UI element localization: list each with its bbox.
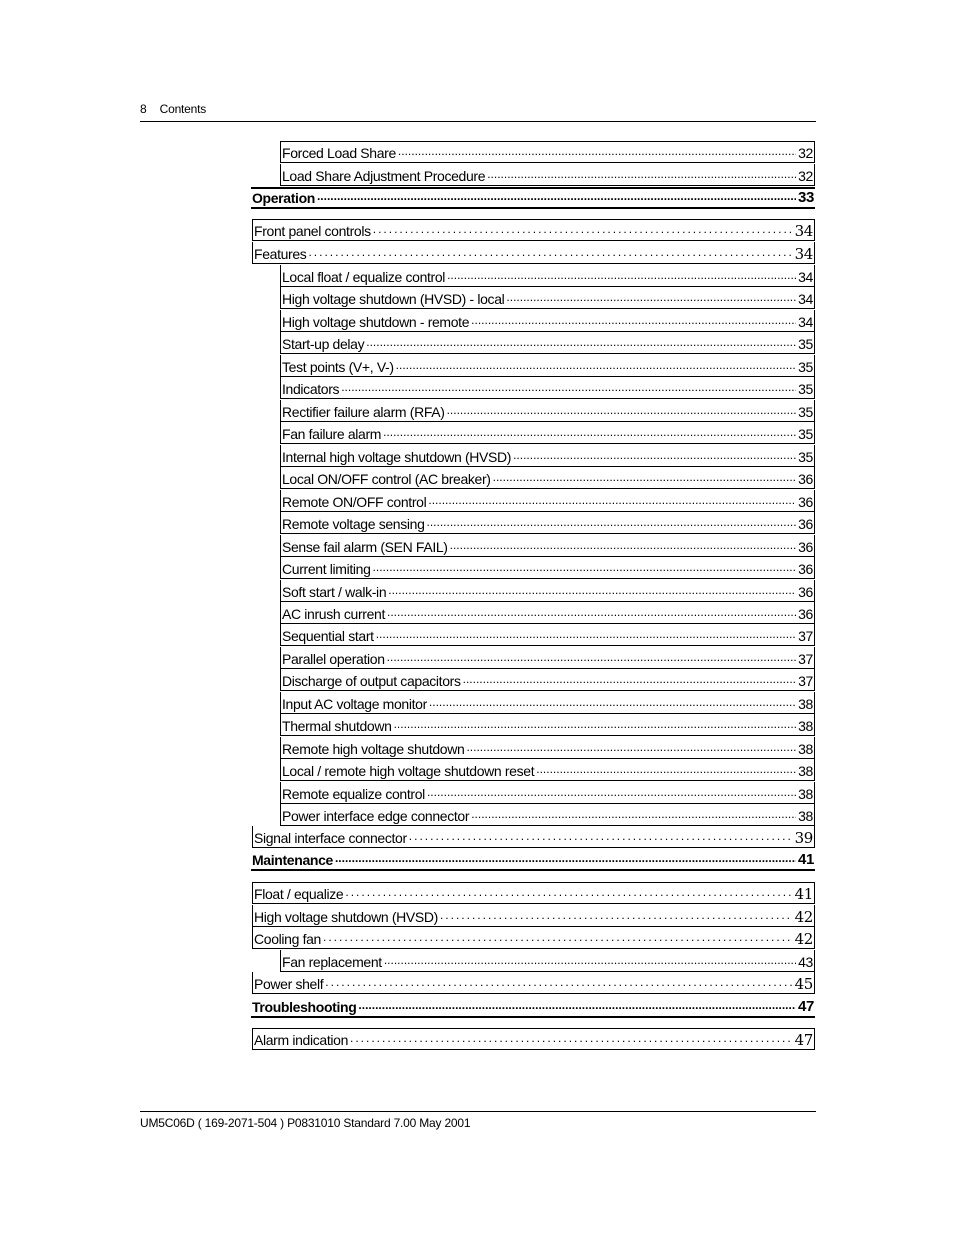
toc-entry[interactable] — [280, 422, 815, 444]
toc-entry-title: Local ON/OFF control (AC breaker) — [282, 471, 491, 487]
toc-entry-page: 36 — [798, 561, 813, 577]
toc-entry-page: 41 — [794, 885, 813, 903]
toc-entry[interactable] — [280, 490, 815, 512]
toc-entry-page: 36 — [798, 539, 813, 555]
toc-entry[interactable] — [280, 804, 815, 826]
dot-leader — [428, 493, 796, 511]
toc-chapter[interactable] — [251, 996, 815, 1018]
toc-entry[interactable] — [280, 287, 815, 309]
toc-entry[interactable] — [280, 737, 815, 759]
toc-entry[interactable] — [280, 164, 815, 186]
dot-leader — [450, 538, 797, 556]
dot-leader — [447, 268, 796, 286]
toc-entry-page: 37 — [798, 628, 813, 644]
toc-entry-title: Remote voltage sensing — [282, 516, 425, 532]
dot-leader — [396, 358, 796, 376]
dot-leader — [373, 560, 797, 578]
toc-entry[interactable] — [280, 602, 815, 624]
toc-entry-page: 36 — [798, 516, 813, 532]
toc-entry[interactable] — [280, 950, 815, 972]
toc-entry[interactable] — [280, 535, 815, 557]
toc-entry-page: 36 — [798, 494, 813, 510]
toc-entry-title: Fan replacement — [282, 954, 382, 970]
toc-entry-title: Parallel operation — [282, 651, 385, 667]
toc-entry-title: Local float / equalize control — [282, 269, 446, 285]
toc-entry-title: Signal interface connector — [254, 830, 407, 846]
toc-chapter[interactable] — [251, 187, 815, 209]
toc-entry[interactable] — [280, 400, 815, 422]
dot-leader — [427, 785, 796, 803]
dot-leader — [394, 717, 797, 735]
toc-entry-title: Operation — [252, 190, 315, 206]
toc-entry-title: AC inrush current — [282, 606, 385, 622]
toc-entry-page: 35 — [798, 404, 813, 420]
dot-leader — [341, 380, 796, 398]
toc-entry-title: Current limiting — [282, 561, 371, 577]
toc-entry[interactable] — [280, 557, 815, 579]
toc-entry-title: Start-up delay — [282, 336, 365, 352]
dot-leader — [325, 975, 792, 993]
dot-leader — [466, 740, 796, 758]
toc-entry-page: 42 — [794, 930, 813, 948]
toc-entry-page: 38 — [798, 808, 813, 824]
toc-entry-page: 42 — [794, 908, 813, 926]
toc-entry-page: 38 — [798, 718, 813, 734]
toc-entry[interactable] — [280, 265, 815, 287]
toc-entry-page: 34 — [798, 291, 813, 307]
dot-leader — [427, 515, 797, 533]
toc-entry-title: Rectifier failure alarm (RFA) — [282, 404, 445, 420]
toc-entry-title: Cooling fan — [254, 931, 321, 947]
toc-entry-page: 35 — [798, 426, 813, 442]
toc-entry-page: 32 — [798, 145, 813, 161]
toc-entry-page: 35 — [798, 449, 813, 465]
toc-entry-title: Sequential start — [282, 628, 374, 644]
toc-entry[interactable] — [280, 445, 815, 467]
section-title: Contents — [159, 102, 207, 116]
dot-leader — [366, 335, 796, 353]
dot-leader — [376, 627, 796, 645]
toc-entry-page: 35 — [798, 359, 813, 375]
toc-entry-title: Power interface edge connector — [282, 808, 470, 824]
page-footer: UM5C06D ( 169-2071-504 ) P0831010 Standard 7.00 May 2001 — [140, 1116, 471, 1130]
toc-entry[interactable] — [280, 467, 815, 489]
toc-entry-title: Local / remote high voltage shutdown reset — [282, 763, 535, 779]
toc-entry[interactable] — [280, 310, 815, 332]
toc-entry-title: Soft start / walk-in — [282, 584, 387, 600]
toc-entry-title: Alarm indication — [254, 1032, 348, 1048]
dot-leader — [398, 144, 796, 162]
page-number: 8 — [140, 102, 147, 116]
toc-entry-page: 34 — [794, 222, 813, 240]
toc-entry-page: 37 — [798, 673, 813, 689]
toc-entry[interactable] — [252, 882, 815, 904]
toc-entry-page: 34 — [798, 269, 813, 285]
dot-leader — [317, 189, 796, 207]
dot-leader — [440, 908, 793, 926]
toc-entry-title: High voltage shutdown (HVSD) - local — [282, 291, 505, 307]
toc-entry-title: Input AC voltage monitor — [282, 696, 427, 712]
toc-entry[interactable] — [280, 141, 815, 163]
toc-entry[interactable] — [252, 826, 815, 848]
toc-entry[interactable] — [280, 332, 815, 354]
dot-leader — [409, 829, 793, 847]
dot-leader — [487, 167, 796, 185]
toc-entry-page: 35 — [798, 336, 813, 352]
toc-entry[interactable] — [280, 512, 815, 534]
dot-leader — [536, 762, 796, 780]
toc-entry-title: Test points (V+, V-) — [282, 359, 394, 375]
toc-entry-page: 39 — [794, 829, 813, 847]
toc-entry[interactable] — [280, 377, 815, 399]
toc-entry-title: Remote equalize control — [282, 786, 425, 802]
toc-entry[interactable] — [280, 782, 815, 804]
toc-entry-page: 33 — [798, 189, 814, 206]
toc-entry-page: 34 — [794, 245, 813, 263]
toc-entry[interactable] — [280, 692, 815, 714]
toc-entry-title: Power shelf — [254, 976, 324, 992]
toc-entry-title: Indicators — [282, 381, 340, 397]
toc-entry[interactable] — [280, 624, 815, 646]
toc-entry-page: 36 — [798, 584, 813, 600]
toc-entry-page: 38 — [798, 696, 813, 712]
toc-entry-title: Features — [254, 246, 307, 262]
toc-entry[interactable] — [252, 242, 815, 264]
toc-entry[interactable] — [252, 972, 815, 994]
toc-entry[interactable] — [280, 355, 815, 377]
toc-entry-title: Sense fail alarm (SEN FAIL) — [282, 539, 448, 555]
toc-entry-page: 36 — [798, 471, 813, 487]
toc-entry-title: Internal high voltage shutdown (HVSD) — [282, 449, 512, 465]
toc-entry-page: 43 — [798, 954, 813, 970]
dot-leader — [387, 605, 796, 623]
toc-entry[interactable] — [280, 647, 815, 669]
dot-leader — [493, 470, 797, 488]
dot-leader — [506, 290, 796, 308]
toc-entry[interactable] — [252, 927, 815, 949]
dot-leader — [383, 425, 796, 443]
dot-leader — [471, 313, 796, 331]
dot-leader — [350, 1031, 793, 1049]
toc-entry[interactable] — [280, 714, 815, 736]
dot-leader — [471, 807, 796, 825]
toc-entry[interactable] — [252, 219, 815, 241]
dot-leader — [463, 672, 797, 690]
dot-leader — [447, 403, 797, 421]
toc-entry-title: High voltage shutdown - remote — [282, 314, 470, 330]
dot-leader — [373, 222, 793, 240]
dot-leader — [358, 998, 796, 1016]
toc-entry-title: Front panel controls — [254, 223, 371, 239]
toc-entry-page: 45 — [794, 975, 813, 993]
dot-leader — [335, 851, 796, 869]
toc-entry-title: Forced Load Share — [282, 145, 396, 161]
dot-leader — [308, 245, 792, 263]
footer-rule — [140, 1111, 816, 1112]
toc-entry-page: 38 — [798, 786, 813, 802]
toc-entry-title: Fan failure alarm — [282, 426, 382, 442]
toc-entry-title: High voltage shutdown (HVSD) — [254, 909, 438, 925]
dot-leader — [429, 695, 796, 713]
toc-entry-page: 47 — [798, 998, 814, 1015]
toc-entry[interactable] — [280, 580, 815, 602]
dot-leader — [388, 583, 796, 601]
toc-entry-title: Thermal shutdown — [282, 718, 392, 734]
toc-entry-page: 38 — [798, 763, 813, 779]
toc-entry-title: Remote high voltage shutdown — [282, 741, 465, 757]
toc-entry-page: 32 — [798, 168, 813, 184]
dot-leader — [384, 953, 796, 971]
toc-entry-page: 41 — [798, 851, 814, 868]
toc-entry[interactable] — [280, 759, 815, 781]
toc-entry-title: Float / equalize — [254, 886, 344, 902]
toc-chapter[interactable] — [251, 849, 815, 871]
toc-entry-page: 38 — [798, 741, 813, 757]
toc-entry-page: 37 — [798, 651, 813, 667]
toc-entry-title: Discharge of output capacitors — [282, 673, 461, 689]
dot-leader — [387, 650, 796, 668]
toc-entry-title: Troubleshooting — [252, 999, 357, 1015]
dot-leader — [323, 930, 793, 948]
dot-leader — [513, 448, 796, 466]
toc-entry-title: Remote ON/OFF control — [282, 494, 427, 510]
toc-entry-page: 34 — [798, 314, 813, 330]
toc-entry-page: 35 — [798, 381, 813, 397]
toc-entry[interactable] — [252, 905, 815, 927]
toc-entry-page: 36 — [798, 606, 813, 622]
toc-entry[interactable] — [252, 1028, 815, 1050]
toc-entry-page: 47 — [794, 1031, 813, 1049]
toc-entry-title: Maintenance — [252, 852, 333, 868]
toc-entry[interactable] — [280, 669, 815, 691]
dot-leader — [345, 885, 792, 903]
toc-entry-title: Load Share Adjustment Procedure — [282, 168, 486, 184]
